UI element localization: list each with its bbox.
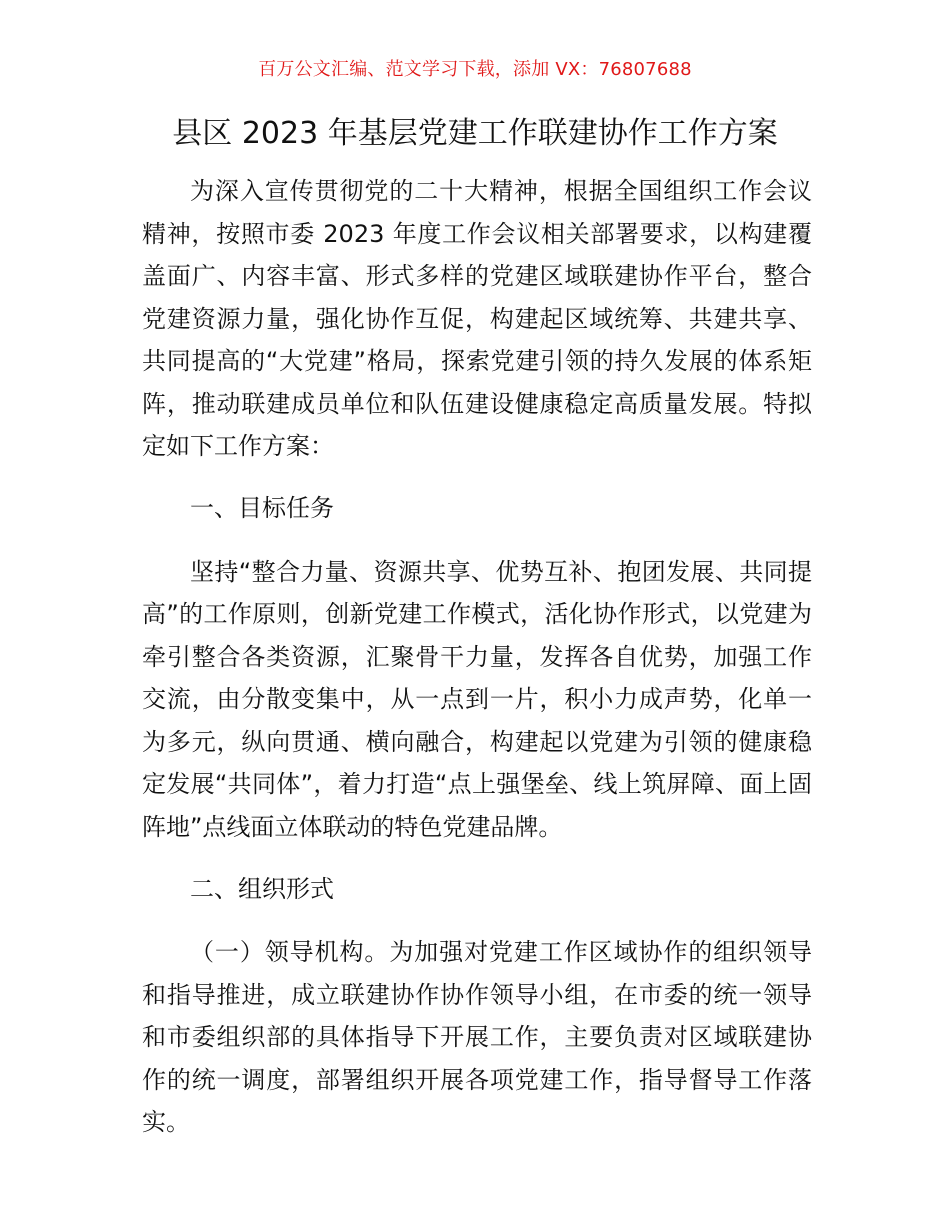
section-heading-organization: 二、组织形式	[190, 874, 334, 903]
document-body	[142, 170, 812, 1163]
header-watermark-note: 百万公文汇编、范文学习下载，添加 VX：76807688	[258, 59, 692, 80]
document-title: 县区 2023 年基层党建工作联建协作工作方案	[172, 116, 778, 151]
goals-paragraph: 坚持“整合力量、资源共享、优势互补、抱团发展、共同提高”的工作原则，创新党建工作模式，活化协作形式，以党建为牵引整合各类资源，汇聚骨干力量，发挥各自优势，加强工作交流，由分散变集中，从一点到一片，积小力成声势，化单一为多元，纵向贯通、横向融合，构建起以党建为引领的健康稳定发展“共同体”，着力打造“点上强堡垒、线上筑屏障、面上固阵地”点线面立体联动的特色党建品牌。	[142, 557, 812, 841]
intro-paragraph: 为深入宣传贯彻党的二十大精神，根据全国组织工作会议精神，按照市委 2023 年度工作会议相关部署要求，以构建覆盖面广、内容丰富、形式多样的党建区域联建协作平台，整合党建资源力量，强化协作互促，构建起区域统筹、共建共享、共同提高的“大党建”格局，探索党建引领的持久发展的体系矩阵，推动联建成员单位和队伍建设健康稳定高质量发展。特拟定如下工作方案：	[142, 177, 812, 460]
section-heading-goals: 一、目标任务	[190, 494, 334, 522]
leadership-paragraph: （一）领导机构。为加强对党建工作区域协作的组织领导和指导推进，成立联建协作协作领导小组，在市委的统一领导和市委组织部的具体指导下开展工作，主要负责对区域联建协作的统一调度，部署组织开展各项党建工作，指导督导工作落实。	[142, 938, 812, 1136]
